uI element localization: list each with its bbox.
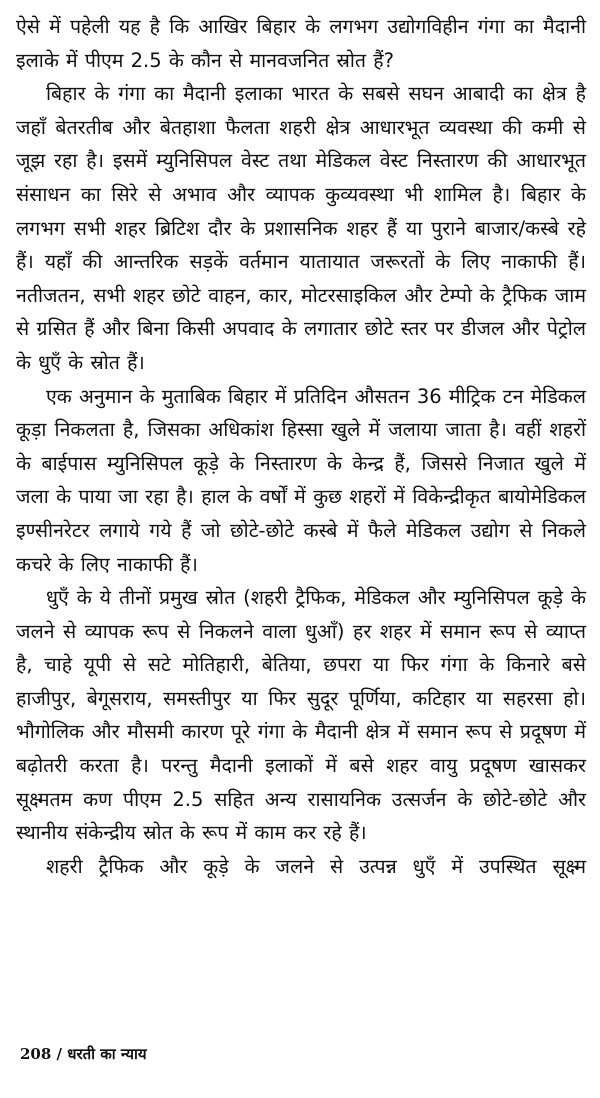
paragraph-1: ऐसे में पहेली यह है कि आखिर बिहार के लगभग उद्योगविहीन गंगा का मैदानी इलाके में पीएम 2.5 के कौन से मानवजनित स्रोत हैं?	[16, 15, 586, 72]
paragraph-2: बिहार के गंगा का मैदानी इलाका भारत के सबसे सघन आबादी का क्षेत्र है जहाँ बेतरतीब और बेतहाशा फैलता शहरी क्षेत्र आधारभूत व्यवस्था की कमी से जूझ रहा है। इसमें म्युनिसिपल वेस्ट तथा मेडिकल वेस्ट निस्तारण की आधारभूत संसाधन का सिरे से अभाव और व्यापक कुव्यवस्था भी शामिल है। बिहार के लगभग सभी शहर ब्रिटिश दौर के प्रशासनिक शहर हैं या पुराने बाजार/कस्बे रहे हैं। यहाँ की आन्तरिक सड़कें वर्तमान यातायात जरूरतों के लिए नाकाफी हैं। नतीजतन, सभी शहर छोटे वाहन, कार, मोटरसाइकिल और टेम्पो के ट्रैफिक जाम से ग्रसित हैं और बिना किसी अपवाद के लगातार छोटे स्तर पर डीजल और पेट्रोल के धुएँ के स्रोत हैं।	[16, 82, 586, 374]
paragraph-3: एक अनुमान के मुताबिक बिहार में प्रतिदिन औसतन 36 मीट्रिक टन मेडिकल कूड़ा निकलता है, जिसका अधिकांश हिस्सा खुले में जलाया जाता है। वहीं शहरों के बाईपास म्युनिसिपल कूड़े के निस्तारण के केन्द्र हैं, जिससे निजात खुले में जला के पाया जा रहा है। हाल के वर्षों में कुछ शहरों में विकेन्द्रीकृत बायोमेडिकल इण्सीनरेटर लगाये गये हैं जो छोटे-छोटे कस्बे में फैले मेडिकल उद्योग से निकले कचरे के लिए नाकाफी हैं।	[16, 384, 586, 576]
paragraph-5: शहरी ट्रैफिक और कूड़े के जलने से उत्पन्न धुएँ में उपस्थित सूक्ष्म	[46, 854, 586, 878]
page-footer: 208 / धरती का न्याय	[20, 1045, 147, 1063]
paragraph-4: धुएँ के ये तीनों प्रमुख स्रोत (शहरी ट्रैफिक, मेडिकल और म्युनिसिपल कूड़े के जलने से व्यापक रूप से निकलने वाला धुआँ) हर शहर में समान रूप से व्याप्त है, चाहे यूपी से सटे मोतिहारी, बेतिया, छपरा या फिर गंगा के किनारे बसे हाजीपुर, बेगूसराय, समस्तीपुर या फिर सुदूर पूर्णिया, कटिहार या सहरसा हो। भौगोलिक और मौसमी कारण पूरे गंगा के मैदानी क्षेत्र में समान रूप से प्रदूषण में बढ़ोतरी करता है। परन्तु मैदानी इलाकों में बसे शहर वायु प्रदूषण खासकर सूक्ष्मतम कण पीएम 2.5 सहित अन्य रासायनिक उत्सर्जन के छोटे-छोटे और स्थानीय संकेन्द्रीय स्रोत के रूप में काम कर रहे हैं।	[16, 586, 586, 845]
